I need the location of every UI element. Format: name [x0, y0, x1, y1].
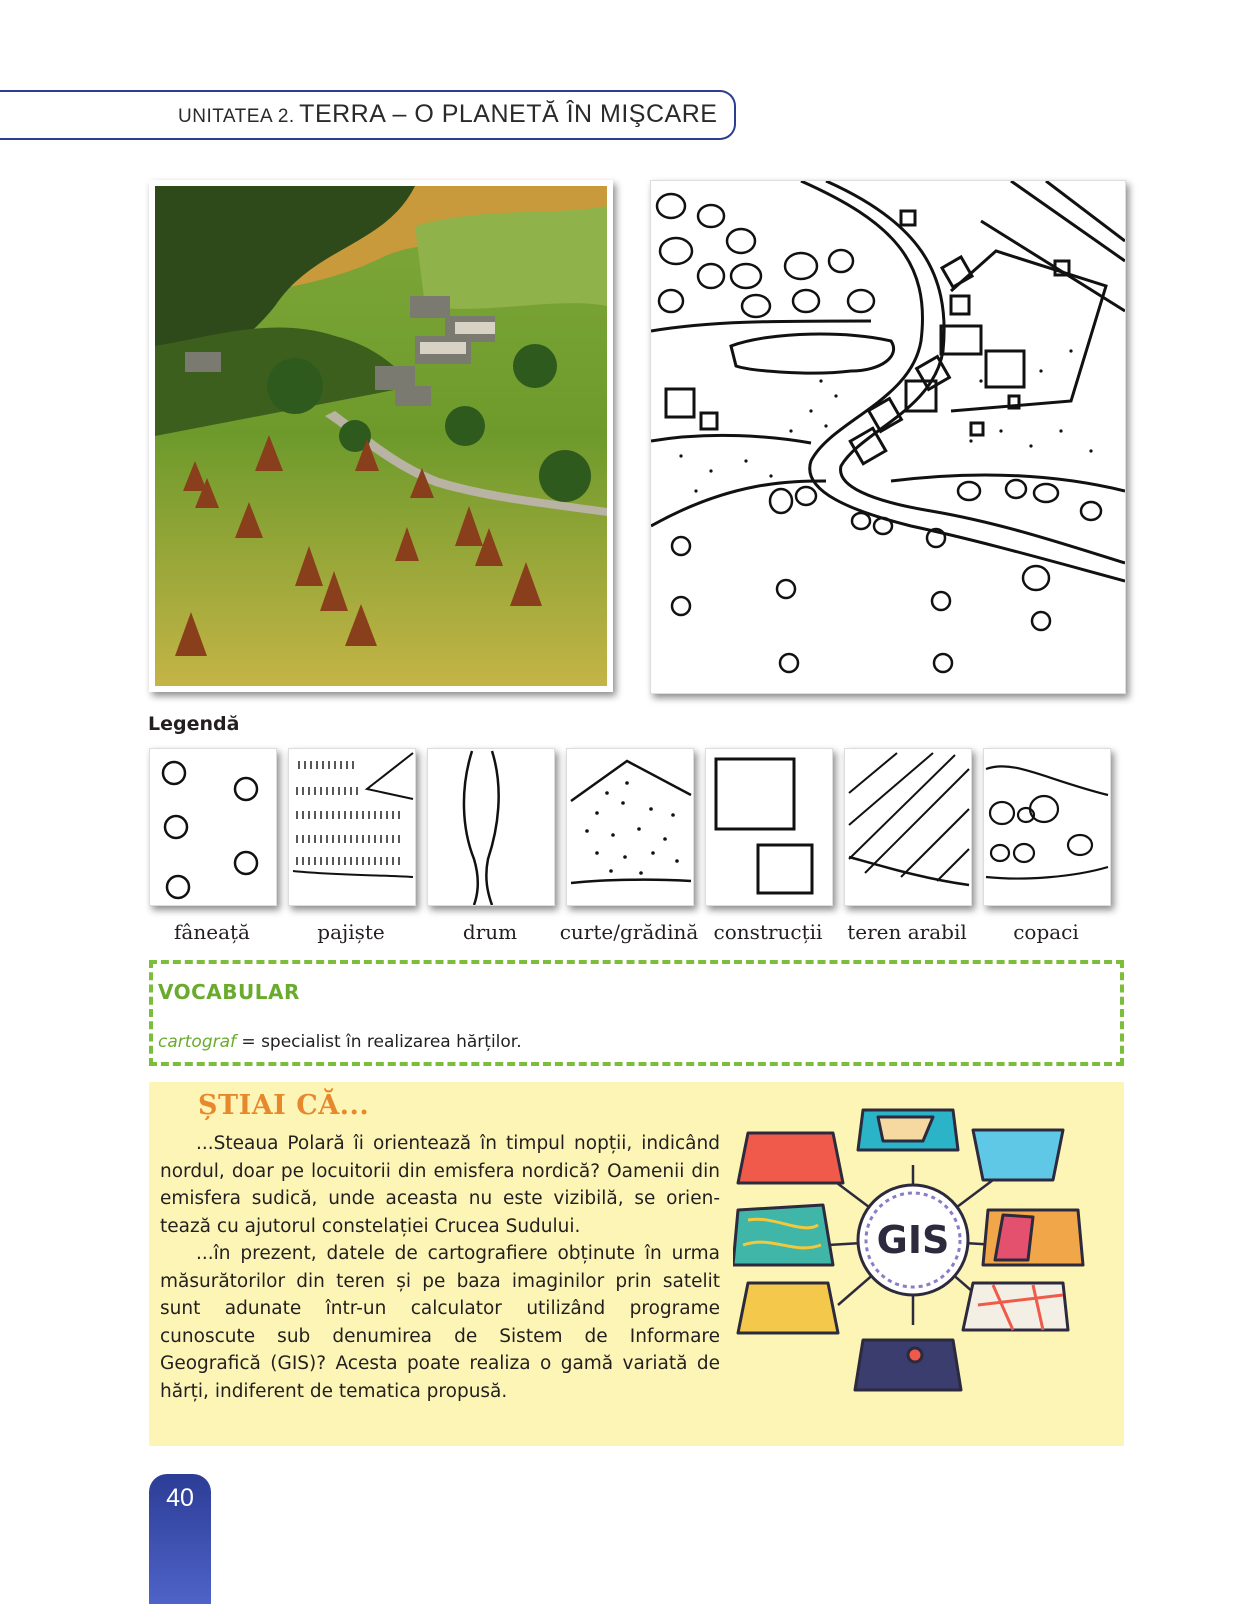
hayfield-circles-icon [149, 748, 277, 906]
did-you-know-paragraph-2: ...în prezent, datele de cartografiere obținute în urma măsurătorilor din teren și pe baza imaginilor prin satelit sunt adunate într-un calculator utilizând programe cunoscute sub denumirea de Sistem de Informare Geografică (GIS)? Acesta poate realiza o gamă variată de hărți, indiferent de tematica propusă. [160, 1243, 720, 1402]
building-squares-icon [705, 748, 833, 906]
gis-label: GIS [876, 1218, 950, 1262]
page-number: 40 [166, 1484, 194, 1512]
vocabulary-entry [158, 1032, 522, 1052]
legend-label-hayfield: fâneață [174, 920, 250, 944]
landscape-photo [149, 180, 613, 692]
legend-label-arable: teren arabil [847, 920, 967, 944]
unit-title: TERRA – O PLANETĂ ÎN MIŞCARE [299, 100, 718, 128]
landscape-sketch [650, 180, 1126, 694]
arable-lines-icon [844, 748, 972, 906]
yard-dots-icon [566, 748, 694, 906]
gis-illustration [733, 1105, 1093, 1405]
legend-label-trees: copaci [1013, 920, 1079, 944]
legend-label-road: drum [462, 920, 518, 944]
vocabulary-title: VOCABULAR [158, 980, 300, 1004]
unit-label: UNITATEA 2. [178, 106, 295, 127]
pasture-grass-icon [288, 748, 416, 906]
legend-title: Legendă [148, 713, 240, 735]
legend-label-yard: curte/grădină [559, 920, 699, 944]
did-you-know-paragraph-1: ...Steaua Polară îi orientează în timpul nopții, indicând nordul, doar pe locuitorii din emisfera nordică? Oamenii din emisfera sudică, unde aceasta nu este vizibilă, se orientează cu ajutorul constelației Crucea Sudului. [160, 1133, 720, 1237]
vocabulary-term: cartograf [158, 1032, 237, 1052]
legend-label-buildings: construcții [713, 920, 823, 944]
road-lines-icon [427, 748, 555, 906]
unit-header [178, 100, 717, 129]
trees-blobs-icon [983, 748, 1111, 906]
vocabulary-definition: = specialist în realizarea hărților. [236, 1032, 522, 1052]
legend-label-pasture: pajiște [317, 920, 385, 944]
did-you-know-title: ȘTIAI CĂ... [198, 1090, 370, 1121]
